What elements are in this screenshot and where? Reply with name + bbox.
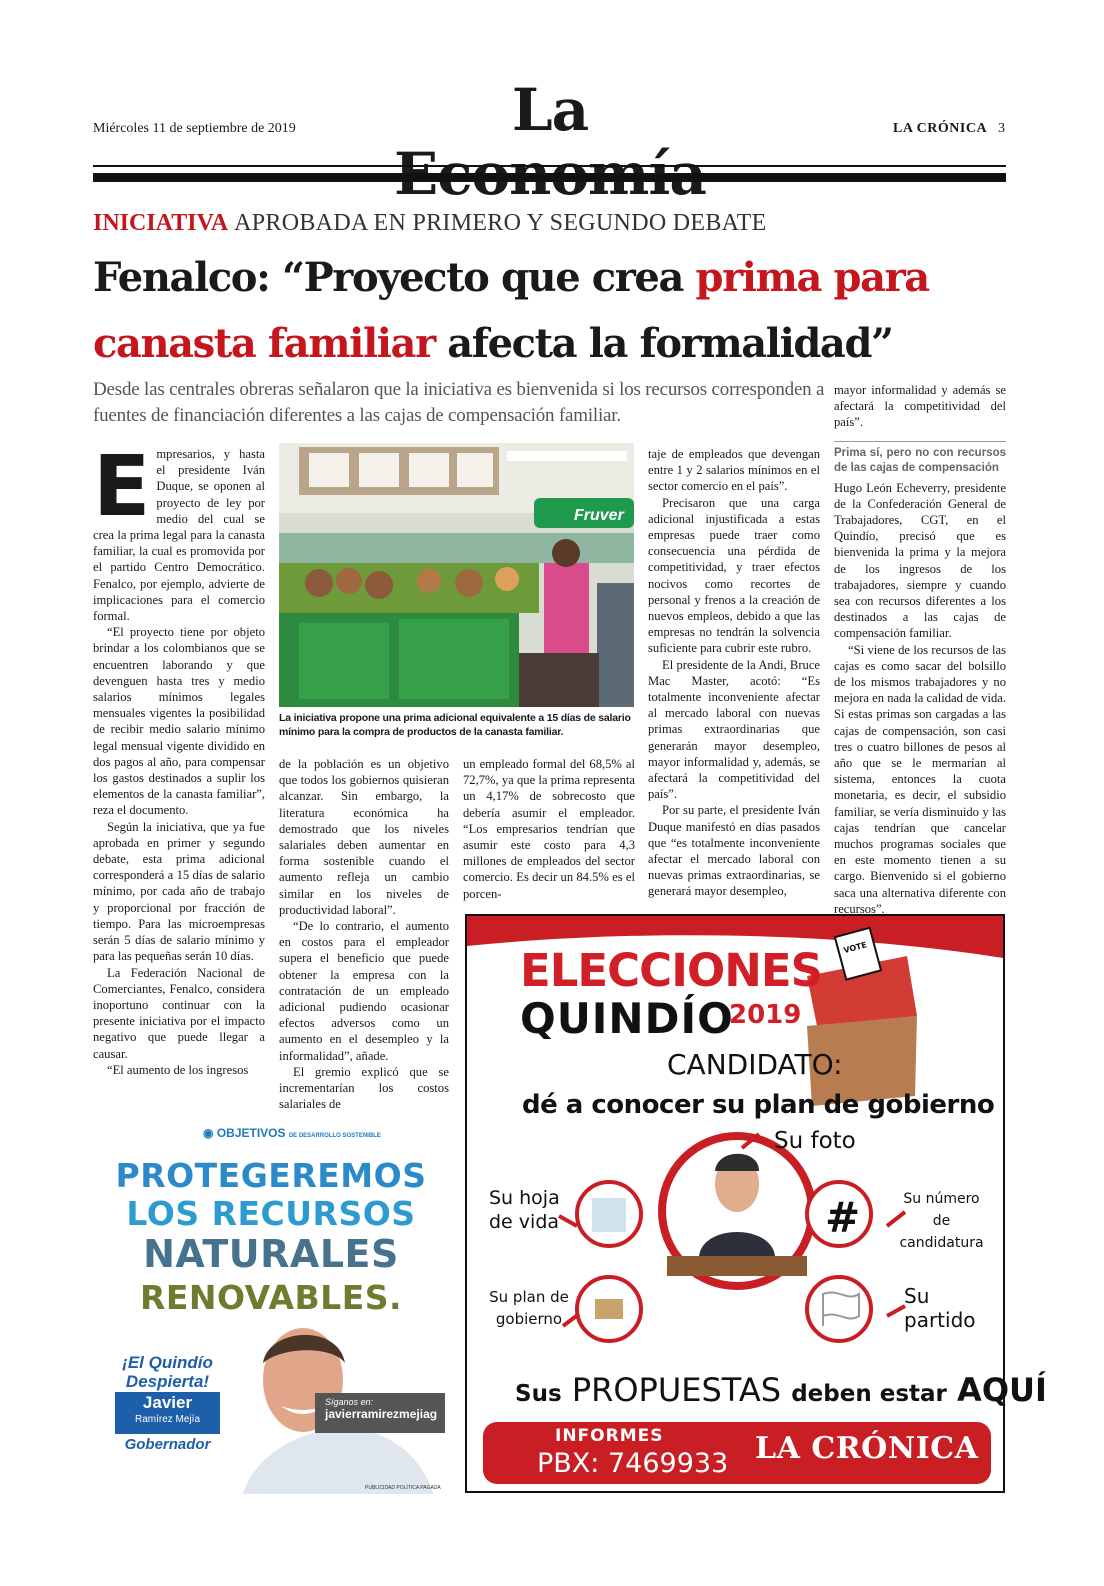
proposals-word-2: PROPUESTAS: [571, 1371, 782, 1409]
article-kicker: [93, 210, 767, 237]
kicker-label: INICIATIVA: [93, 210, 229, 236]
ad-slogan-line: NATURALES: [143, 1232, 399, 1276]
supermarket-photo: [279, 443, 634, 707]
social-handle: javierramirezmejiag: [325, 1407, 438, 1421]
political-ad: [93, 1118, 449, 1498]
social-label: Síganos en:: [325, 1397, 374, 1407]
paragraph: mayor informalidad y además se afectará la competitividad del país”.: [834, 383, 1006, 430]
article-column-1: [93, 437, 265, 1078]
elections-title: ELECCIONES: [520, 944, 823, 997]
article-subhead: Prima sí, pero no con recursos de las cajas de compensación: [834, 441, 1006, 476]
hash-icon: #: [825, 1193, 861, 1242]
elections-region: QUINDÍO: [520, 994, 734, 1043]
number-label: Su número de candidatura: [899, 1191, 984, 1251]
photo-caption: La iniciativa propone una prima adicional equivalente a 15 días de salario mínimo para la compra de productos de la canasta familiar.: [279, 712, 631, 738]
paragraph: El presidente de la Andi, Bruce Mac Master, acotó: “Es totalmente inconveniente afectar al mercado laboral con nuevas primas extraordinarias que generarán mayor desempleo, mayor informalidad y, además, se afectará la competitividad del país”.: [648, 657, 820, 802]
masthead-thick-rule: [93, 173, 1006, 182]
article-headline: [93, 245, 1013, 377]
paragraph: “Si viene de los recursos de las cajas es como sacar del bolsillo de los mismos trabajadores y no mejora en nada la calidad de vida. Si estas primas son cargadas a las cajas de compensación, son casi tres o cuatro billones de pesos al año que se le mermarían al sistema, entonces la cuota monetaria, es decir, el subsidio familiar, se vería disminuido y las cajas tendrían que cancelar muchos programas sociales que en este momento tienen a su cargo. Bienvenido si el gobierno saca una alternativa diferente con recursos”.: [834, 642, 1006, 916]
article-deck: Desde las centrales obreras señalaron que la iniciativa es bienvenida si los recursos corresponden a fuentes de financiación diferentes a las cajas de compensación familiar.: [93, 379, 825, 426]
paragraph: un empleado formal del 68,5% al 72,7%, ya que la prima representa un 4,17% de sobrecosto que debería asumir el empleador. “Los empresarios tendrían que asumir este costo para 4,3 millones de empleados del sector comercio. Es decir un 84.5% es el porcen-: [463, 757, 635, 901]
paragraph: taje de empleados que devengan entre 1 y 2 salarios mínimos en el sector comercio en el país”.: [648, 447, 820, 494]
paid-notice: PUBLICIDAD POLÍTICA PAGADA: [365, 1485, 441, 1491]
proposals-word-4: AQUÍ: [957, 1371, 1047, 1409]
ods-subtitle: DE DESARROLLO SOSTENIBLE: [288, 1133, 381, 1139]
kicker-text: APROBADA EN PRIMERO Y SEGUNDO DEBATE: [234, 210, 767, 236]
proposals-word-3: deben estar: [791, 1381, 947, 1407]
paragraph: Por su parte, el presidente Iván Duque manifestó en días pasados que “es totalmente inconveniente afectar el mercado laboral con nuevas primas extraordinarias, se generará mayor desempleo,: [648, 803, 820, 899]
produce-aisle-illustration: [279, 443, 634, 707]
newspaper-logo: LA CRÓNICA: [755, 1431, 979, 1466]
candidate-first-name: Javier: [142, 1393, 193, 1412]
candidate-name: [115, 1392, 220, 1434]
candidate-surname: Ramírez Mejía: [134, 1414, 200, 1425]
newspaper-name: LA CRÓNICA: [893, 121, 988, 136]
drop-cap: E: [93, 437, 151, 535]
article-column-4: [648, 446, 820, 900]
proposals-word-1: Sus: [515, 1381, 562, 1407]
paragraph: “El aumento de los ingresos: [107, 1062, 249, 1077]
paragraph: “El proyecto tiene por objeto brindar a los colombianos que se encuentren laborando y que devenguen hasta tres y medio salarios mínimos legales mensuales vigentes la posibilidad de recibir medio salario mínimo legal mensual vigente dividido en dos pagos al año, para compensar los gastos destinados a suplir los elementos de la canasta familiar”, reza el documento.: [93, 625, 265, 818]
ad-slogan-line: LOS RECURSOS: [126, 1194, 416, 1233]
headline-highlight: prima para canasta familiar: [93, 254, 929, 367]
party-label: Su partido: [904, 1284, 976, 1332]
headline-part-3: afecta la formalidad”: [434, 320, 893, 367]
article-column-3: [463, 756, 635, 902]
headline-part-1: Fenalco: “Proyecto que crea: [93, 254, 696, 301]
store-sign: Fruver: [574, 507, 624, 524]
photo-label: Su foto: [774, 1128, 856, 1154]
paragraph: Hugo León Echeverry, presidente de la Confederación General de Trabajadores, CGT, en el Quindío, precisó que es bienvenida la prima y la mejora de los ingresos de los trabajadores, siempre y cuando sea con recursos diferentes a los destinados a las cajas de compensación familiar.: [834, 480, 1006, 641]
social-box: [315, 1393, 445, 1433]
edition-date: Miércoles 11 de septiembre de 2019: [93, 121, 296, 136]
proposals-line: [515, 1371, 1047, 1409]
paragraph: de la población es un objetivo que todos los gobiernos quisieran alcanzar. Sin embargo, la literatura económica ha demostrado que los niveles salariales deben aumentar en forma sostenible cuando el aumento refleja un cambio similar en los niveles de productividad laboral”.: [279, 757, 449, 917]
ods-label: OBJETIVOS: [216, 1126, 286, 1140]
paragraph: La Federación Nacional de Comerciantes, Fenalco, considera inoportuno continuar con la presente iniciativa por el impacto negativo que puede llegar a causar.: [93, 965, 265, 1061]
elections-year: 2019: [729, 1000, 802, 1030]
plan-label: Su plan de gobierno: [489, 1288, 569, 1328]
candidate-role: Gobernador: [124, 1436, 211, 1453]
masthead-rule: [93, 165, 1006, 167]
article-column-2: [279, 756, 449, 1112]
ods-logo: [203, 1126, 381, 1140]
ad-slogan-line: PROTEGEREMOS: [115, 1156, 427, 1195]
paragraph: Precisaron que una carga adicional injustificada a estas empresas puede traer como consecuencia una pérdida de competitividad, y traer efectos nocivos como recortes de personal y frenos a la creación de nuevos empleos, debido a que las empresas no tendrán la solvencia suficiente para cubrir este rubro.: [648, 495, 820, 656]
un-globe-icon: ◉: [203, 1126, 217, 1140]
paragraph: Según la iniciativa, que ya fue aprobada en primer y segundo debate, esta prima adicional corresponderá a 15 días de salario mínimo, por cada año de trabajo y proporcional por fracción de tiempo. Para las microempresas serán 5 días de salario mínimo y para las pequeñas serán 10 días.: [93, 819, 265, 964]
article-column-5: [834, 382, 1006, 917]
informes-label: INFORMES: [555, 1426, 664, 1446]
paragraph: El gremio explicó que se incrementarían los costos salariales de: [279, 1064, 449, 1112]
cv-label: Su hoja de vida: [489, 1187, 560, 1233]
vote-label: VOTE: [842, 940, 868, 956]
section-title: La: [511, 76, 589, 144]
elections-ad: [465, 914, 1047, 1493]
paragraph: “De lo contrario, el aumento en costos para el empleador supera el beneficio que puede obtener la empresa con la contratación de un empleado adicional pudiendo ocasionar efectos adversos como un aumento en el desempleo y la informalidad”, añade.: [279, 919, 449, 1063]
phone-number: PBX: 7469933: [537, 1448, 729, 1479]
ad-slogan-line: RENOVABLES.: [139, 1278, 403, 1317]
paragraph: mpresarios, y hasta el presidente Iván Duque, se oponen al proyecto de ley por medio del cual se crea la prima legal para la canasta familiar, la cual es promovida por el partido Centro Democrático. Fenalco, por ejemplo, advierte de implicaciones para el comercio formal.: [93, 447, 265, 624]
campaign-slogan: ¡El Quindío Despierta!: [122, 1353, 213, 1391]
plan-heading: dé a conocer su plan de gobierno: [522, 1090, 995, 1120]
candidate-heading: CANDIDATO:: [667, 1048, 843, 1081]
page-number: 3: [998, 121, 1005, 136]
